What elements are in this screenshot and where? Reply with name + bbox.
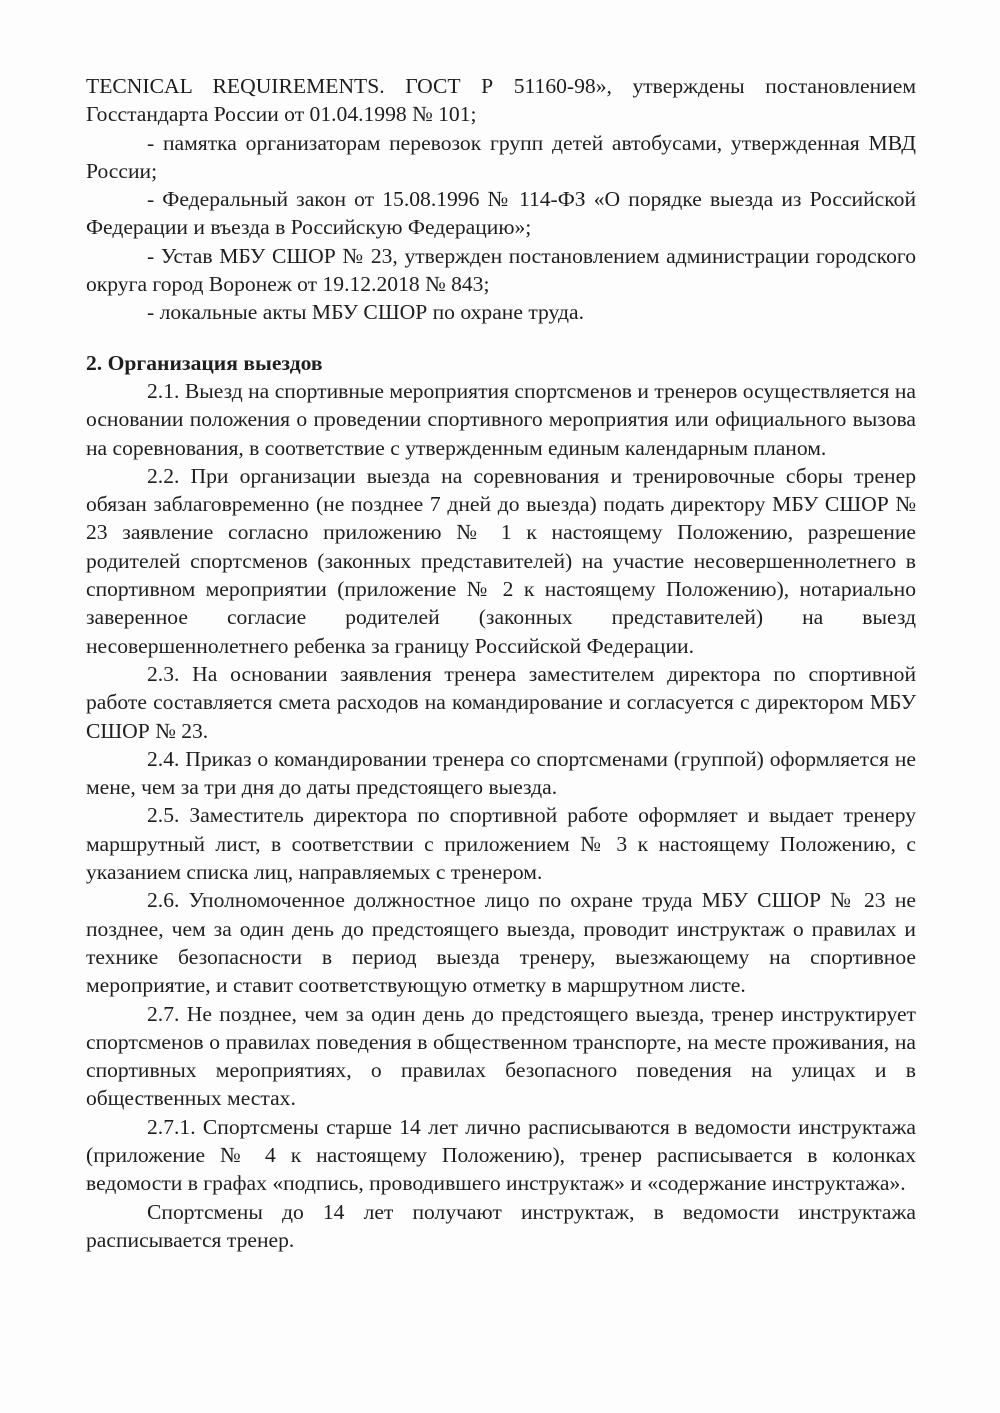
section-heading: 2. Организация выездов [86,350,323,375]
intro-paragraph: - Устав МБУ СШОР № 23, утвержден постановлением администрации городского округа город Воронеж от 19.12.2018 № 843; [86,243,916,297]
intro-paragraph: - локальные акты МБУ СШОР по охране труда. [147,300,584,325]
intro-paragraph: - Федеральный закон от 15.08.1996 № 114-ФЗ «О порядке выезда из Российской Федерации и въезда в Российскую Федерацию»; [86,187,916,240]
section-paragraph: 2.4. Приказ о командировании тренера со спортсменами (группой) оформляется не мене, чем за три дня до даты предстоящего выезда. [86,746,916,800]
section-paragraph: Спортсмены до 14 лет получают инструктаж, в ведомости инструктажа расписывается тренер. [86,1199,916,1252]
section-paragraph: 2.3. На основании заявления тренера заместителем директора по спортивной работе составляется смета расходов на командирование и согласуется с директором МБУ СШОР № 23. [86,661,916,743]
section-paragraph: 2.7.1. Спортсмены старше 14 лет лично расписываются в ведомости инструктажа (приложение № 4 к настоящему Положению), тренер расписывается в колонках ведомости в графах «подпись, проводившего инструктаж» и «содержание инструктажа». [86,1114,916,1196]
section-paragraph: 2.5. Заместитель директора по спортивной работе оформляет и выдает тренеру маршрутный лист, в соответствии с приложением № 3 к настоящему Положению, с указанием списка лиц, направляемых с тренером. [86,803,916,885]
section-paragraph: 2.6. Уполномоченное должностное лицо по охране труда МБУ СШОР № 23 не позднее, чем за один день до предстоящего выезда, проводит инструктаж о правилах и технике безопасности в период выезда тренеру, выезжающему на спортивное мероприятие, и ставит соответствующую отметку в маршрутном листе. [86,888,916,998]
intro-paragraph: - памятка организаторам перевозок групп детей автобусами, утвержденная МВД России; [86,130,916,183]
section-paragraph: 2.2. При организации выезда на соревнования и тренировочные сборы тренер обязан заблаговременно (не позднее 7 дней до выезда) подать директору МБУ СШОР № 23 заявление согласно приложению № 1 к настоящему Положению, разрешение родителей спортсменов (законных представителей) на участие несовершеннолетнего в спортивном мероприятии (приложение № 2 к настоящему Положению), нотариально заверенное согласие родителей (законных представителей) на выезд несовершеннолетнего ребенка за границу Российской Федерации. [86,463,916,658]
intro-paragraph: TECNICAL REQUIREMENTS. ГОСТ Р 51160-98», утверждены постановлением Госстандарта России от 01.04.1998 № 101; [86,74,916,127]
section-paragraph: 2.7. Не позднее, чем за один день до предстоящего выезда, тренер инструктирует спортсменов о правилах поведения в общественном транспорте, на месте проживания, на спортивных мероприятиях, о правилах безопасного поведения на улицах и в общественных местах. [86,1001,916,1111]
section-paragraph: 2.1. Выезд на спортивные мероприятия спортсменов и тренеров осуществляется на основании положения о проведении спортивного мероприятия или официального вызова на соревнования, в соответствие с утвержденным единым календарным планом. [86,378,916,460]
document-body [86,72,916,1254]
